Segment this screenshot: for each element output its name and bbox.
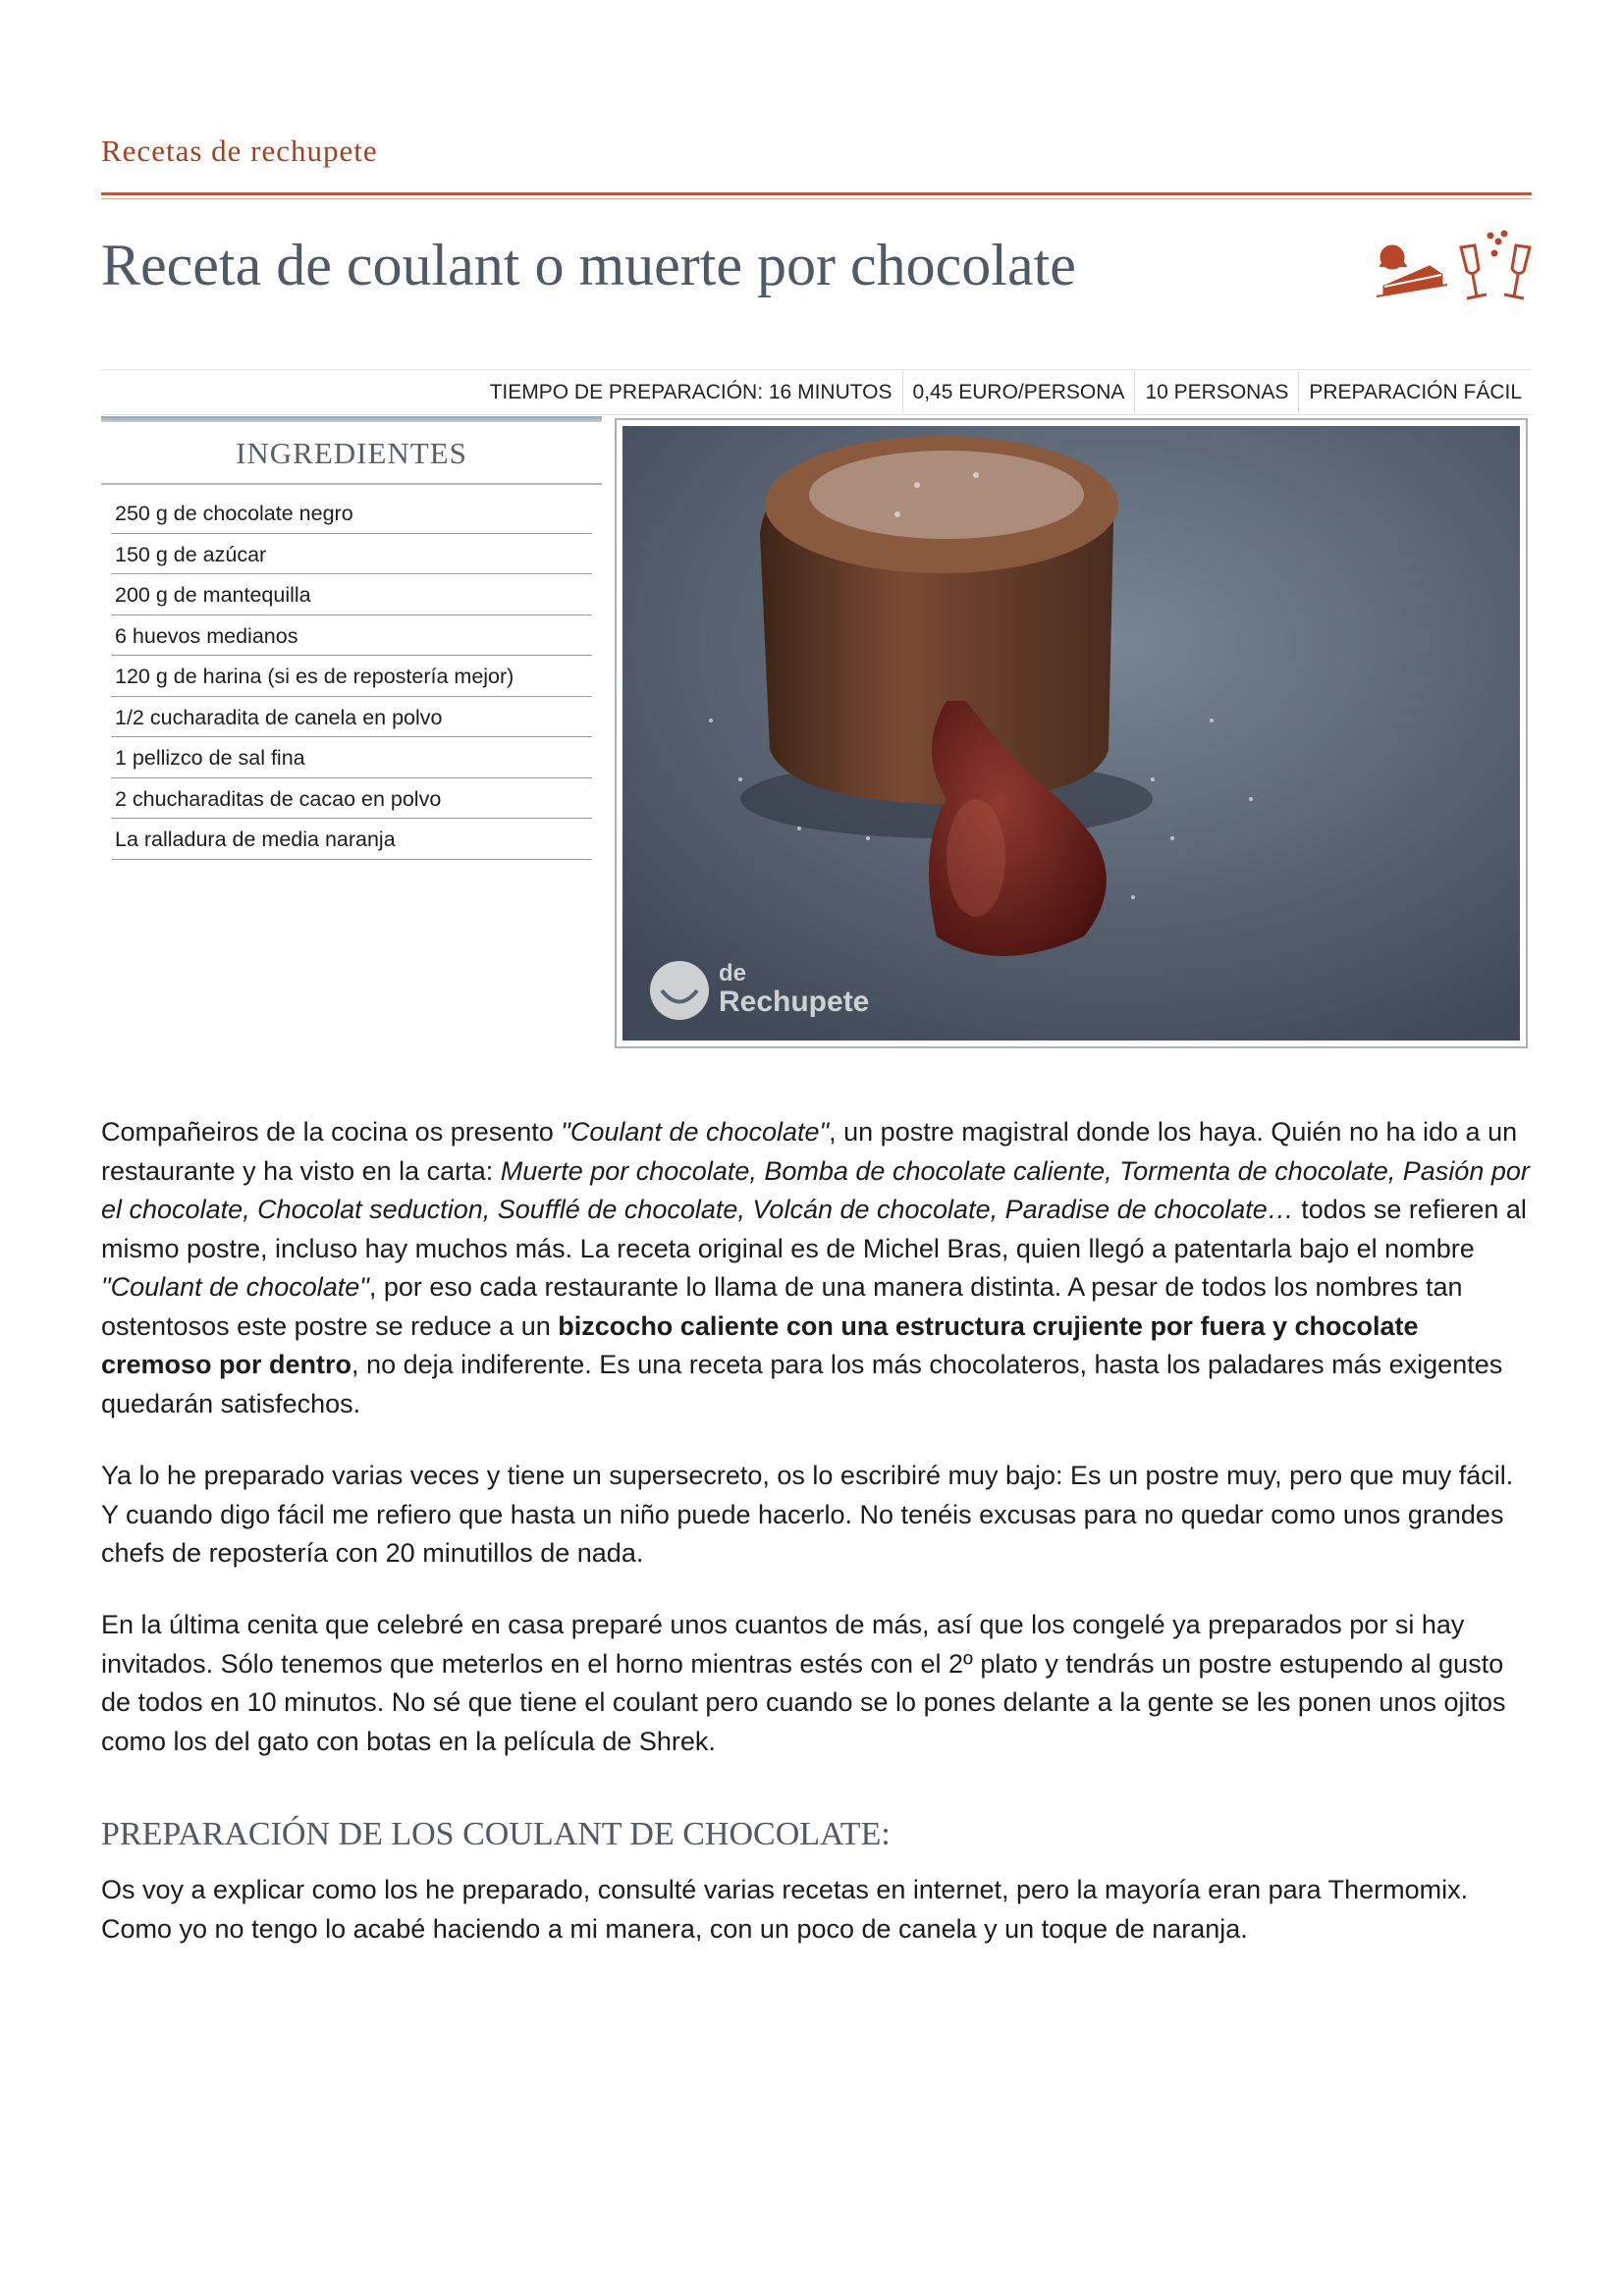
paragraph-2: Ya lo he preparado varias veces y tiene un supersecreto, os lo escribiré muy bajo: Es un postre muy, pero que muy fácil. Y cuando digo fácil me refiero que hasta un niño puede hacerlo. No tenéis excusas para no quedar como unos grandes chefs de repostería con 20 minutillos de nada.: [101, 1461, 1514, 1568]
difficulty: PREPARACIÓN FÁCIL: [1298, 371, 1532, 413]
champagne-glasses-icon: [1461, 232, 1530, 298]
ingredients-list: [111, 493, 592, 860]
prep-time: TIEMPO DE PREPARACIÓN: 16 MINUTOS: [489, 381, 893, 403]
ingredient-item: 1 pellizco de sal fina: [111, 737, 592, 778]
cake-slice-icon: [1377, 246, 1447, 296]
paragraph-4: Os voy a explicar como los he preparado, consulté varias recetas en internet, pero la mayoría eran para Thermomix. Como yo no tengo lo acabé haciendo a mi manera, con un poco de canela y un toque de naranja.: [101, 1875, 1469, 1944]
watermark-line1: de: [719, 960, 747, 987]
coulant-photo: [622, 426, 1520, 1041]
site-name: Recetas de rechupete: [101, 133, 378, 168]
ingredients-panel: [101, 416, 602, 860]
ingredients-heading: INGREDIENTES: [236, 436, 467, 470]
watermark-line2: Rechupete: [719, 986, 870, 1018]
ingredient-item: 6 huevos medianos: [111, 615, 592, 657]
ingredient-item: 2 chucharaditas de cacao en polvo: [111, 778, 592, 820]
ingredient-item: 1/2 cucharadita de canela en polvo: [111, 697, 592, 738]
ingredient-item: 120 g de harina (si es de repostería mejor): [111, 656, 592, 697]
section-heading: PREPARACIÓN DE LOS COULANT DE CHOCOLATE:: [101, 1816, 891, 1852]
ingredient-item: 200 g de mantequilla: [111, 574, 592, 615]
ingredients-rule: [101, 483, 602, 485]
ingredient-item: La ralladura de media naranja: [111, 819, 592, 860]
header-icons: [1371, 228, 1534, 306]
intro-paragraph: Compañeiros de la cocina os presento "Coulant de chocolate", un postre magistral donde los haya. Quién no ha ido a un restaurante y ha visto en la carta: Muerte por chocolate, Bomba de chocolate caliente, Tormenta de chocolate, Pasión por el chocolate, Chocolat seduction, Soufflé de chocolate, Volcán de chocolate, Paradise de chocolate… todos se refieren al mismo postre, incluso hay muchos más. La receta original es de Michel Bras, quien llegó a patentarla bajo el nombre "Coulant de chocolate", por eso cada restaurante lo llama de una manera distinta. A pesar de todos los nombres tan ostentosos este postre se reduce a un bizcocho caliente con una estructura crujiente por fuera y chocolate cremoso por dentro, no deja indiferente. Es una receta para los más chocolateros, hasta los paladares más exigentes quedarán satisfechos.: [101, 1117, 1530, 1418]
page-title: Receta de coulant o muerte por chocolate: [101, 233, 1076, 297]
recipe-photo: [615, 418, 1528, 1048]
cost-per-person: 0,45 EURO/PERSONA: [902, 371, 1135, 413]
header-rule-thin: [101, 198, 1532, 199]
header-rule: [101, 192, 1532, 195]
servings: 10 PERSONAS: [1134, 371, 1298, 413]
paragraph-3: En la última cenita que celebré en casa preparé unos cuantos de más, así que los congelé ya preparados por si hay invitados. Sólo tenemos que meterlos en el horno mientras estés con el 2º plato y tendrás un postre estupendo al gusto de todos en 10 minutos. No sé que tiene el coulant pero cuando se lo pones delante a la gente se les ponen unos ojitos como los del gato con botas en la película de Shrek.: [101, 1610, 1506, 1756]
recipe-meta-bar: [101, 369, 1532, 415]
ingredient-item: 150 g de azúcar: [111, 534, 592, 575]
ingredient-item: 250 g de chocolate negro: [111, 493, 592, 534]
